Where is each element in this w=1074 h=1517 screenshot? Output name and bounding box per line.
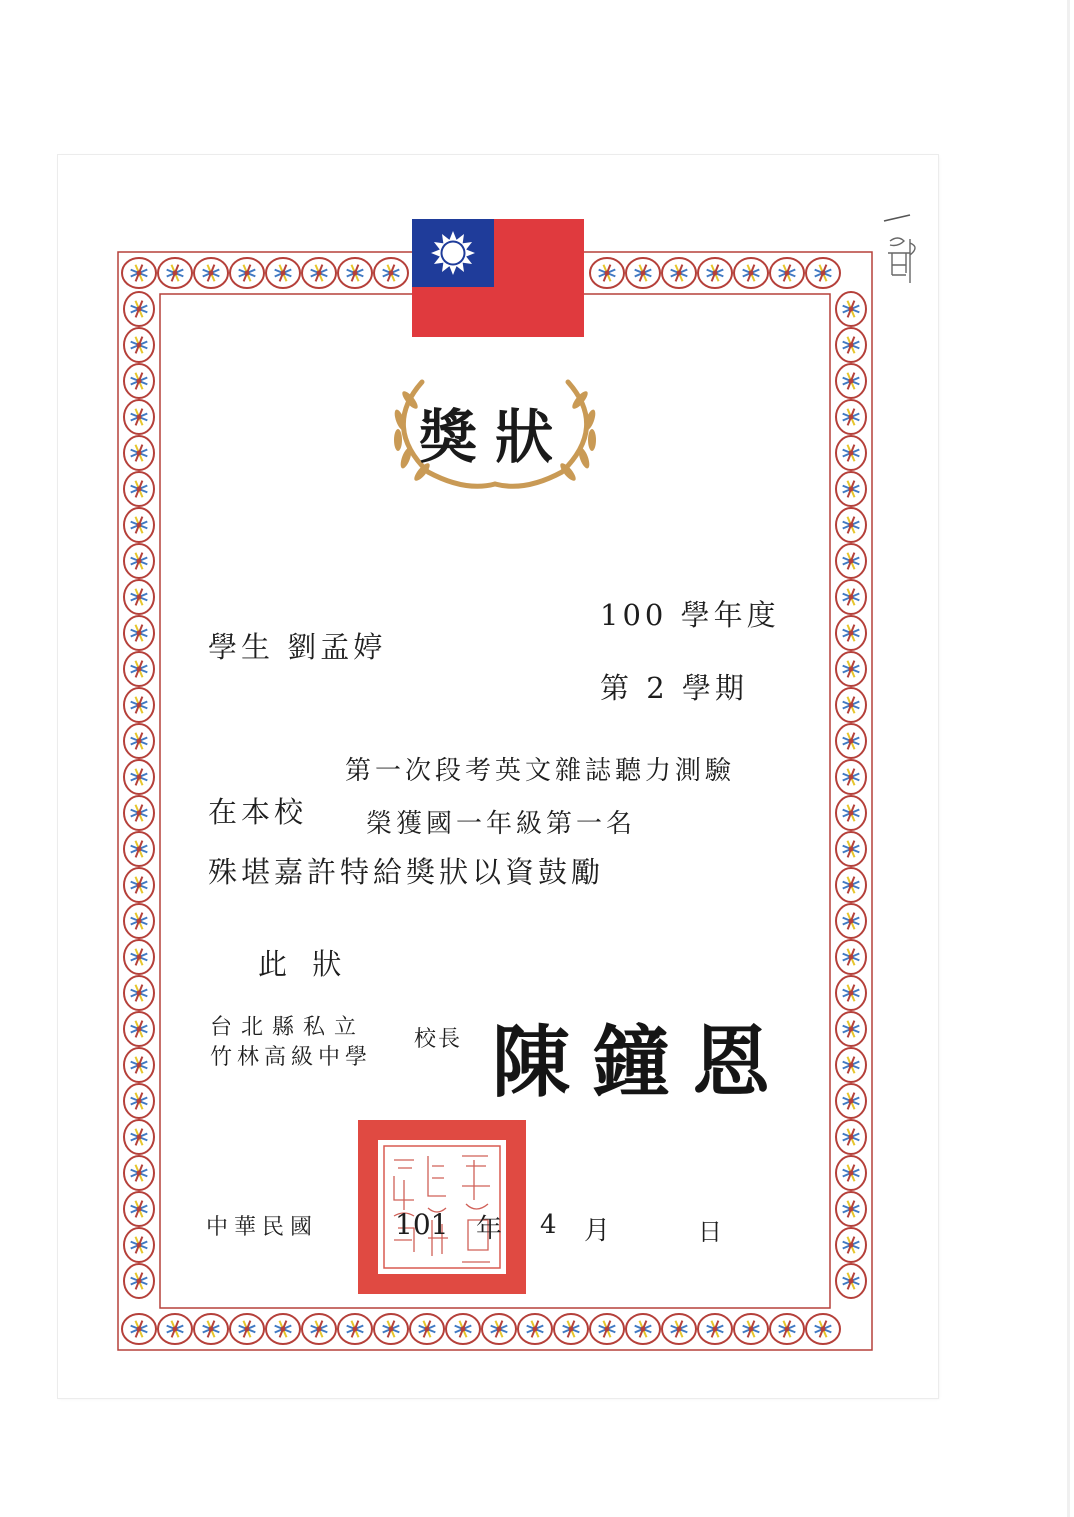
border-motif [446,1314,480,1344]
border-motif [836,832,866,866]
border-motif [734,1314,768,1344]
border-motif [122,1314,156,1344]
date-era: 中華民國 [206,1215,319,1240]
border-motif [836,292,866,326]
border-motif [806,258,840,288]
border-motif [124,472,154,506]
border-motif [124,1012,154,1046]
border-motif [194,1314,228,1344]
school-line-1: 台北縣私立 [210,1015,366,1040]
border-motif [194,258,228,288]
border-motif [124,1120,154,1154]
border-motif [124,544,154,578]
date-month-unit: 月 [584,1216,611,1246]
border-motif [770,1314,804,1344]
border-motif [374,258,408,288]
border-motif [124,688,154,722]
border-motif [124,724,154,758]
border-motif [338,1314,372,1344]
border-motif [124,652,154,686]
border-motif [836,1264,866,1298]
closing: 此 狀 [258,947,350,981]
border-motif [374,1314,408,1344]
border-motif [836,400,866,434]
border-motif [836,1192,866,1226]
border-motif [590,1314,624,1344]
border-motif [124,796,154,830]
border-motif [836,976,866,1010]
school-line-2: 竹林高級中學 [210,1045,373,1070]
border-motif [836,364,866,398]
border-motif [124,1192,154,1226]
border-motif [836,436,866,470]
border-motif [124,1084,154,1118]
border-motif [302,258,336,288]
border-motif [124,832,154,866]
border-motif [124,292,154,326]
achievement: 榮獲國一年級第一名 [366,809,637,839]
border-motif [122,258,156,288]
border-motif [124,1264,154,1298]
border-motif [124,940,154,974]
location: 在本校 [208,795,308,829]
date-year-unit: 年 [476,1214,503,1244]
border-motif [518,1314,552,1344]
date-year: 101 [395,1208,449,1241]
border-motif [662,258,696,288]
border-motif [124,508,154,542]
border-motif [770,258,804,288]
border-motif [836,580,866,614]
principal-title: 校長 [414,1027,463,1052]
border-motif [266,1314,300,1344]
student-line: 學生 劉孟婷 [208,630,387,664]
border-motif [836,688,866,722]
border-motif [230,1314,264,1344]
principal-signature: 陳鐘恩 [492,1017,793,1108]
date-month: 4 [540,1210,557,1240]
semester: 第 2 學期 [600,671,748,705]
border-motif [482,1314,516,1344]
border-motif [338,258,372,288]
border-motif [836,760,866,794]
school-year: 100 學年度 [600,598,780,632]
certificate-title: 獎狀 [418,403,571,471]
border-motif [124,616,154,650]
border-motif [230,258,264,288]
border-motif [124,760,154,794]
border-motif [836,1012,866,1046]
title-block [370,372,620,497]
border-motif [124,868,154,902]
border-motif [302,1314,336,1344]
border-motif [124,976,154,1010]
border-motif [124,580,154,614]
border-motif [836,328,866,362]
border-motif [158,258,192,288]
border-motif [698,258,732,288]
border-motif [698,1314,732,1344]
border-motif [836,796,866,830]
event-name: 第一次段考英文雜誌聽力測驗 [345,756,736,786]
border-motif [554,1314,588,1344]
border-motif [836,1120,866,1154]
date-day-unit: 日 [698,1218,722,1246]
commendation: 殊堪嘉許特給獎狀以資鼓勵 [208,855,605,889]
border-motif [124,436,154,470]
border-motif [836,652,866,686]
border-motif [662,1314,696,1344]
border-motif [836,940,866,974]
border-motif [266,258,300,288]
border-motif [836,904,866,938]
border-motif [734,258,768,288]
school-seal-icon [358,1120,526,1294]
border-motif [124,400,154,434]
border-motif [836,472,866,506]
border-motif [124,364,154,398]
border-motif [410,1314,444,1344]
border-motif [836,1084,866,1118]
border-motif [626,1314,660,1344]
border-motif [836,508,866,542]
border-motif [836,1048,866,1082]
border-motif [806,1314,840,1344]
handwritten-note [880,205,920,300]
border-motif [124,328,154,362]
border-motif [158,1314,192,1344]
border-motif [626,258,660,288]
border-motif [124,1228,154,1262]
border-motif [836,724,866,758]
border-motif [836,1228,866,1262]
border-motif [836,868,866,902]
flag-icon [412,219,584,337]
border-motif [836,616,866,650]
border-motif [124,1156,154,1190]
border-motif [836,1156,866,1190]
border-motif [590,258,624,288]
border-motif [836,544,866,578]
border-motif [124,1048,154,1082]
border-motif [124,904,154,938]
